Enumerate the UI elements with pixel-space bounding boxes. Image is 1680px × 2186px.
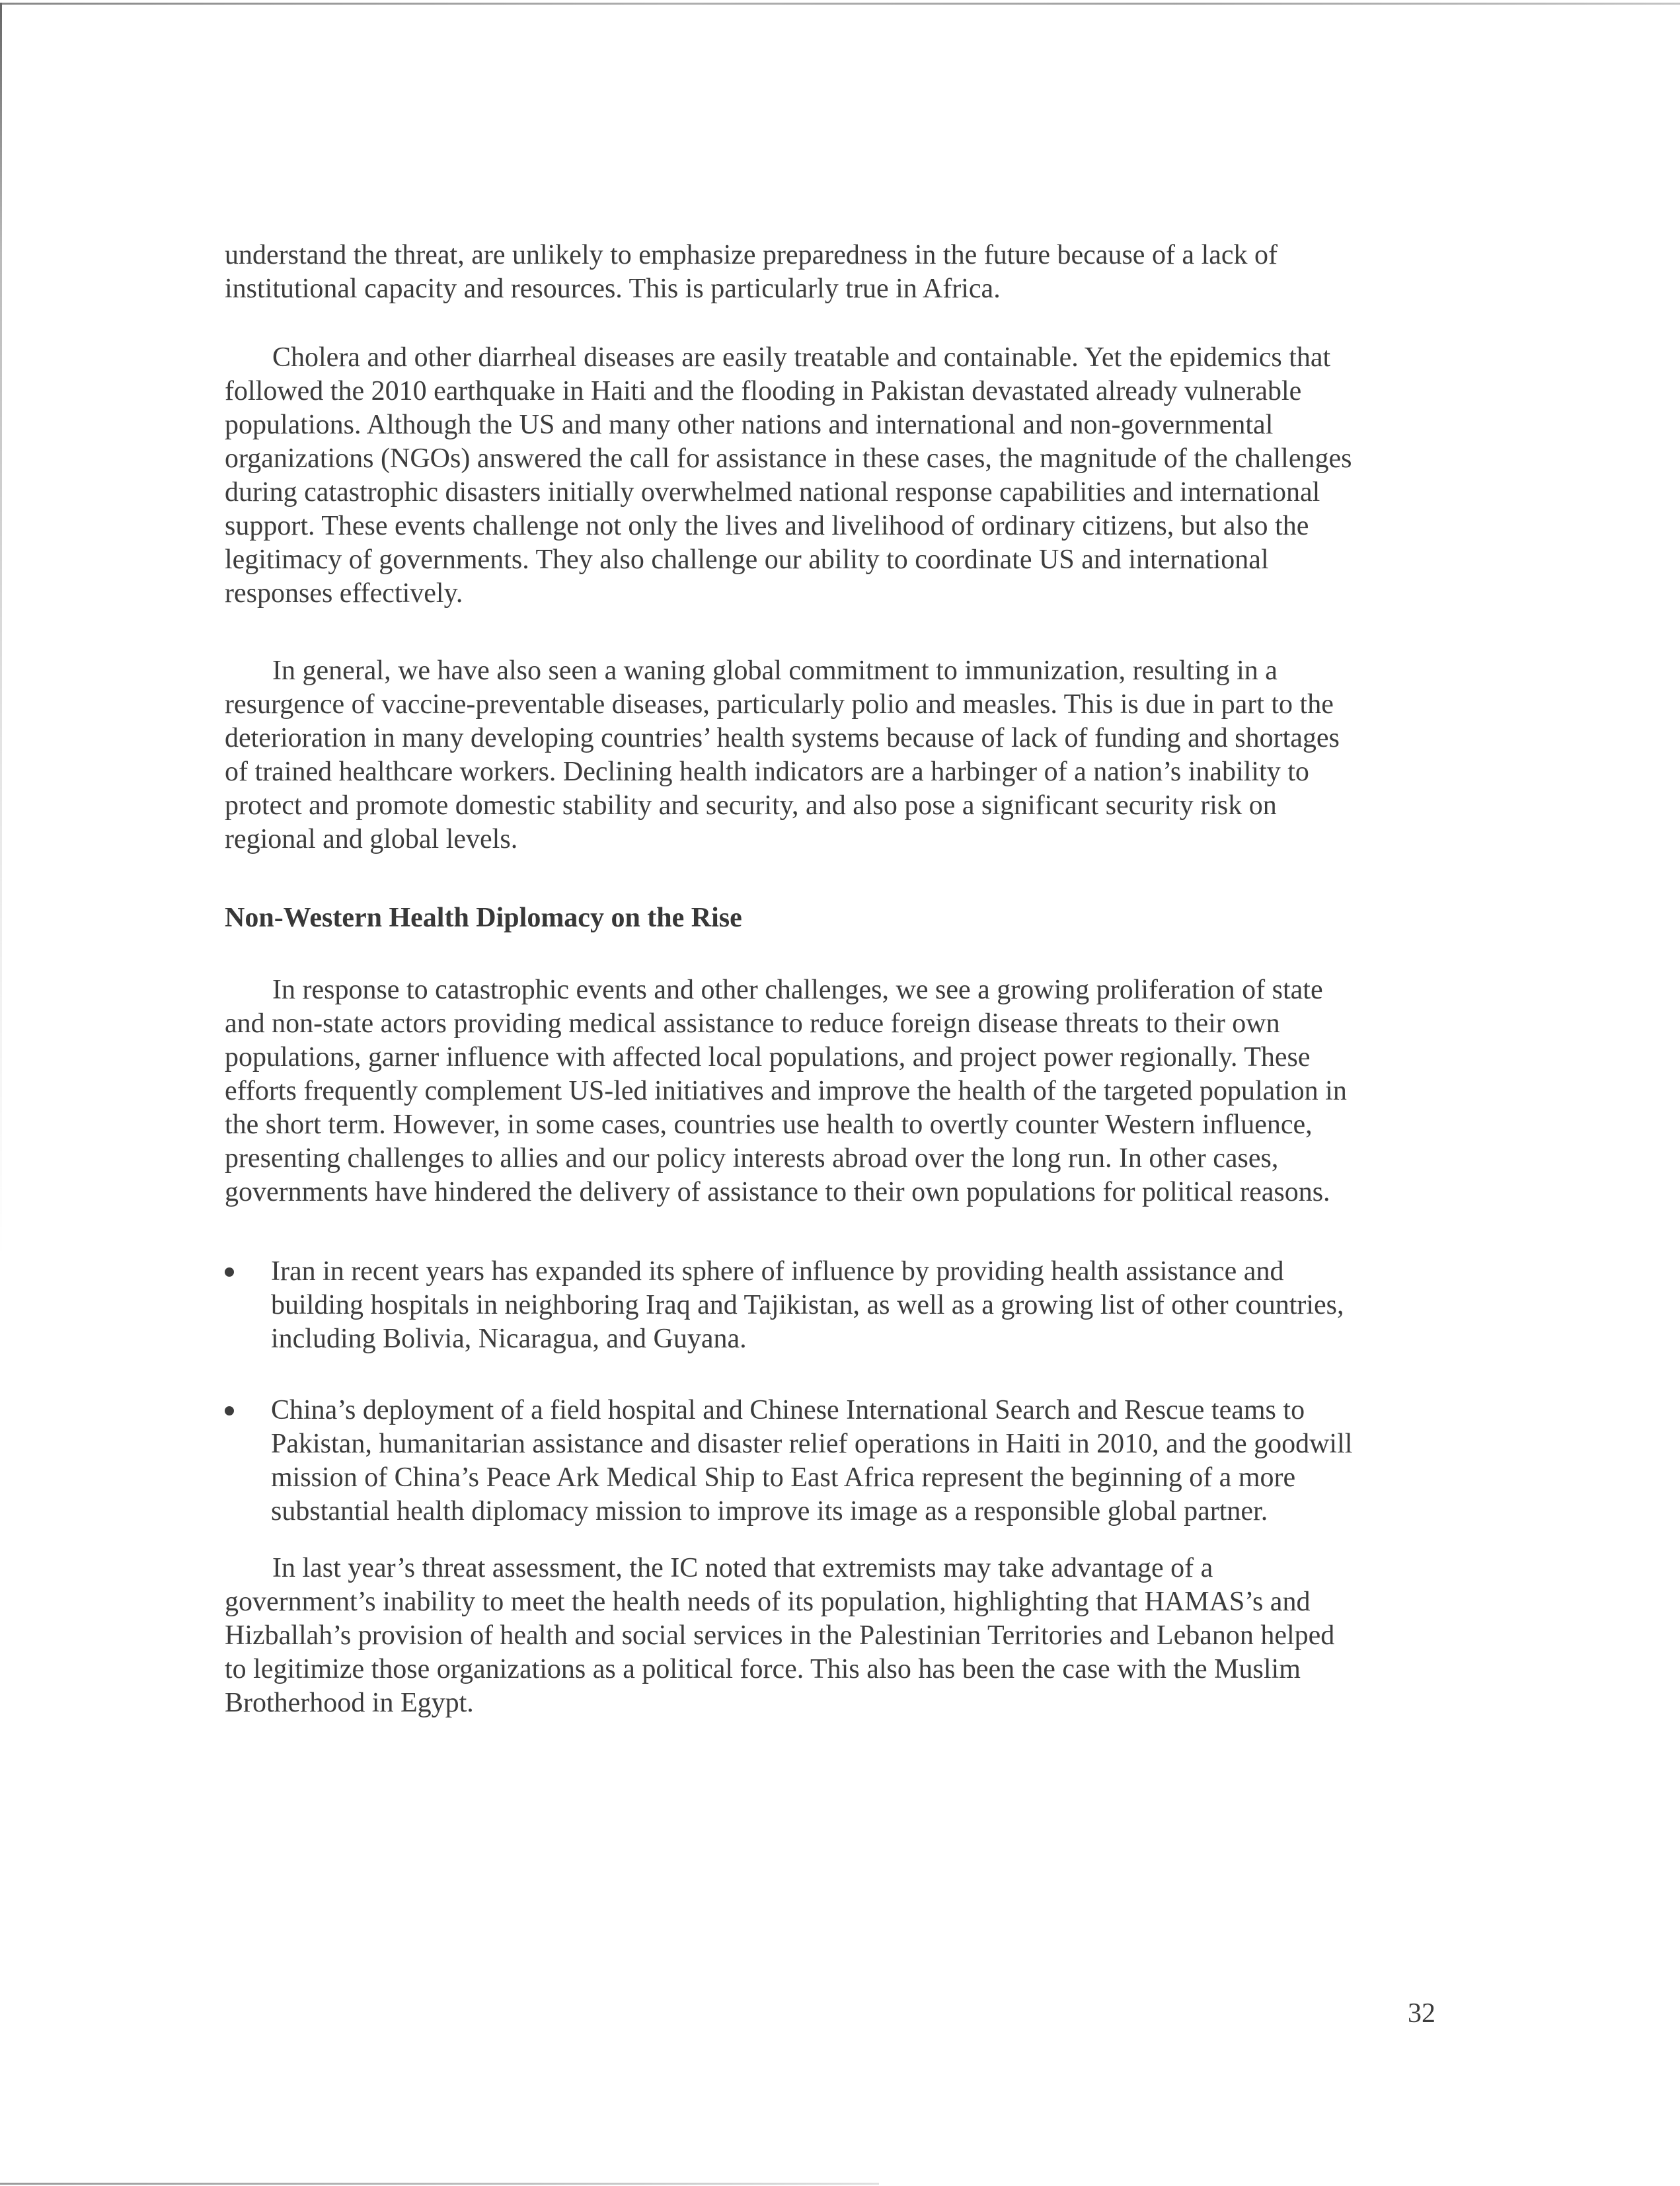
text-line: legitimacy of governments. They also challenge our ability to coordinate US and international [225, 545, 1269, 575]
text-line: building hospitals in neighboring Iraq and Tajikistan, as well as a growing list of other countries, [271, 1290, 1344, 1320]
text-line: the short term. However, in some cases, countries use health to overtly counter Western influence, [225, 1110, 1313, 1140]
text-line: populations. Although the US and many other nations and international and non-governmental [225, 410, 1274, 440]
text-line: efforts frequently complement US-led initiatives and improve the health of the targeted population in [225, 1076, 1347, 1106]
bullet-text [271, 1394, 1352, 1528]
text-line: presenting challenges to allies and our policy interests abroad over the long run. In other cases, [225, 1143, 1279, 1174]
scan-edge-bottom [0, 2183, 879, 2185]
scan-edge-top [0, 3, 1680, 5]
text-line: understand the threat, are unlikely to emphasize preparedness in the future because of a lack of [225, 240, 1278, 270]
text-line: Cholera and other diarrheal diseases are easily treatable and containable. Yet the epidemics that [272, 342, 1331, 373]
text-line: Iran in recent years has expanded its sphere of influence by providing health assistance and [271, 1256, 1284, 1287]
text-line: of trained healthcare workers. Declining health indicators are a harbinger of a nation’s inability to [225, 757, 1309, 787]
text-line: institutional capacity and resources. This is particularly true in Africa. [225, 274, 1001, 304]
text-line: followed the 2010 earthquake in Haiti and the flooding in Pakistan devastated already vulnerable [225, 376, 1302, 406]
paragraph-extremists [225, 1552, 1454, 1720]
text-line: during catastrophic disasters initially overwhelmed national response capabilities and international [225, 477, 1320, 508]
paragraph-health-diplomacy [225, 973, 1454, 1209]
text-line: organizations (NGOs) answered the call for assistance in these cases, the magnitude of the challenges [225, 443, 1352, 474]
section-heading: Non-Western Health Diplomacy on the Rise [225, 903, 742, 933]
text-line: populations, garner influence with affected local populations, and project power regionally. These [225, 1042, 1311, 1073]
text-line: China’s deployment of a field hospital and Chinese International Search and Rescue teams to [271, 1395, 1305, 1425]
text-line: mission of China’s Peace Ark Medical Ship to East Africa represent the beginning of a more [271, 1462, 1296, 1493]
text-line: governments have hindered the delivery of assistance to their own populations for political reasons. [225, 1177, 1330, 1207]
bullet-dot-icon [225, 1406, 234, 1415]
bullet-text [271, 1255, 1344, 1356]
text-line: and non-state actors providing medical assistance to reduce foreign disease threats to their own [225, 1008, 1280, 1039]
text-line: including Bolivia, Nicaragua, and Guyana. [271, 1324, 747, 1354]
text-line: government’s inability to meet the health needs of its population, highlighting that HAMAS’s and [225, 1587, 1311, 1617]
text-line: Brotherhood in Egypt. [225, 1688, 474, 1718]
text-line: substantial health diplomacy mission to improve its image as a responsible global partner. [271, 1496, 1268, 1526]
text-line: support. These events challenge not only the lives and livelihood of ordinary citizens, but also the [225, 511, 1309, 541]
text-line: responses effectively. [225, 578, 463, 609]
text-line: to legitimize those organizations as a political force. This also has been the case with the Muslim [225, 1654, 1301, 1684]
page-number: 32 [1408, 1998, 1435, 2029]
text-line: Pakistan, humanitarian assistance and disaster relief operations in Haiti in 2010, and the goodwill [271, 1429, 1353, 1459]
text-line: regional and global levels. [225, 824, 518, 854]
text-line: In response to catastrophic events and other challenges, we see a growing proliferation of state [272, 975, 1323, 1005]
paragraph-immunization [225, 654, 1454, 856]
paragraph-cholera [225, 341, 1454, 611]
text-line: In last year’s threat assessment, the IC noted that extremists may take advantage of a [272, 1553, 1213, 1583]
text-line: deterioration in many developing countries’ health systems because of lack of funding and shortages [225, 723, 1340, 753]
text-line: resurgence of vaccine-preventable diseases, particularly polio and measles. This is due in part to the [225, 689, 1334, 720]
text-line: protect and promote domestic stability and security, and also pose a significant security risk on [225, 790, 1277, 821]
text-line: In general, we have also seen a waning global commitment to immunization, resulting in a [272, 656, 1278, 686]
text-line: Hizballah’s provision of health and social services in the Palestinian Territories and Lebanon helped [225, 1620, 1335, 1651]
scan-edge-left [0, 3, 2, 1258]
paragraph-continuation [225, 239, 1454, 306]
bullet-dot-icon [225, 1267, 234, 1277]
